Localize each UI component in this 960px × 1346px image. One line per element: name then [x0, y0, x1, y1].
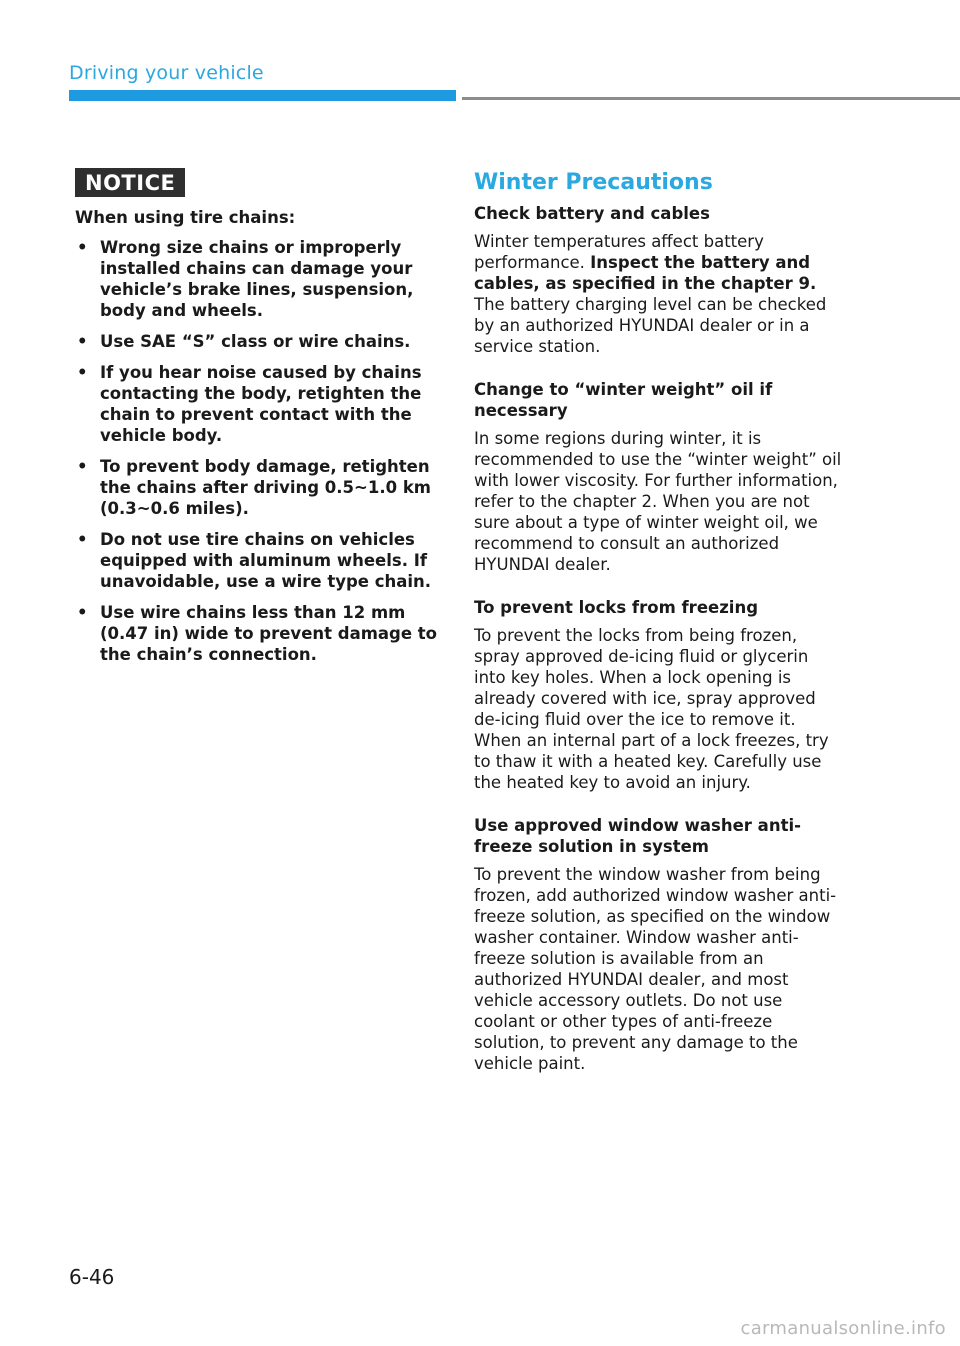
section-title: Winter Precautions	[474, 170, 713, 195]
bullet-icon: •	[77, 238, 88, 257]
bullet-icon: •	[77, 332, 88, 351]
notice-box	[75, 168, 440, 675]
oil-text: In some regions during winter, it is recommended to use the “winter weight” oil with lower viscosity. For further information, refer to the chapter 2. When you are not sure about a type of winter weight oil, we recommend to consult an authorized HYUNDAI dealer.	[474, 429, 842, 574]
bullet-icon: •	[77, 457, 88, 476]
oil-heading: Change to “winter weight” oil if necessary	[474, 380, 773, 420]
washer-text: To prevent the window washer from being frozen, add authorized window washer anti-freeze solution, as specified on the window washer container. Window washer anti-freeze solution is available from an authorized HYUNDAI dealer, and most vehicle accessory outlets. Do not use coolant or other types of anti-freeze solution, to prevent any damage to the vehicle paint.	[474, 865, 837, 1073]
watermark: carmanualsonline.info	[740, 1318, 946, 1339]
notice-item: • Do not use tire chains on vehicles equipped with aluminum wheels. If unavoidable, use a wire type chain.	[77, 530, 432, 591]
notice-item: • To prevent body damage, retighten the chains after driving 0.5~1.0 km (0.3~0.6 miles).	[77, 457, 431, 518]
bullet-icon: •	[77, 603, 88, 622]
page-number: 6-46	[69, 1265, 115, 1289]
notice-badge: NOTICE	[75, 168, 185, 197]
bullet-icon: •	[77, 363, 88, 382]
winter-precautions-section	[474, 170, 844, 1096]
notice-intro: When using tire chains:	[75, 208, 296, 227]
washer-heading: Use approved window washer anti-freeze solution in system	[474, 816, 801, 856]
notice-item: • Use SAE “S” class or wire chains.	[77, 332, 411, 351]
locks-text: To prevent the locks from being frozen, spray approved de-icing fluid or glycerin into key holes. When a lock opening is already covered with ice, spray approved de-icing fluid over the ice to remove it. When an internal part of a lock freezes, try to thaw it with a heated key. Carefully use the heated key to avoid an injury.	[474, 626, 829, 792]
running-header: Driving your vehicle	[69, 62, 264, 84]
header-rule-line	[462, 97, 960, 100]
locks-heading: To prevent locks from freezing	[474, 598, 759, 617]
header-rule-accent	[69, 90, 456, 101]
notice-list	[75, 237, 440, 665]
notice-item: • Use wire chains less than 12 mm (0.47 in) wide to prevent damage to the chain’s connection.	[77, 603, 438, 664]
notice-item: • Wrong size chains or improperly installed chains can damage your vehicle’s brake lines, suspension, body and wheels.	[77, 238, 414, 320]
notice-item: • If you hear noise caused by chains contacting the body, retighten the chain to prevent contact with the vehicle body.	[77, 363, 422, 445]
bullet-icon: •	[77, 530, 88, 549]
battery-heading: Check battery and cables	[474, 204, 710, 223]
battery-text: Winter temperatures affect battery performance. Inspect the battery and cables, as specified in the chapter 9. The battery charging level can be checked by an authorized HYUNDAI dealer or in a service station.	[474, 232, 827, 356]
